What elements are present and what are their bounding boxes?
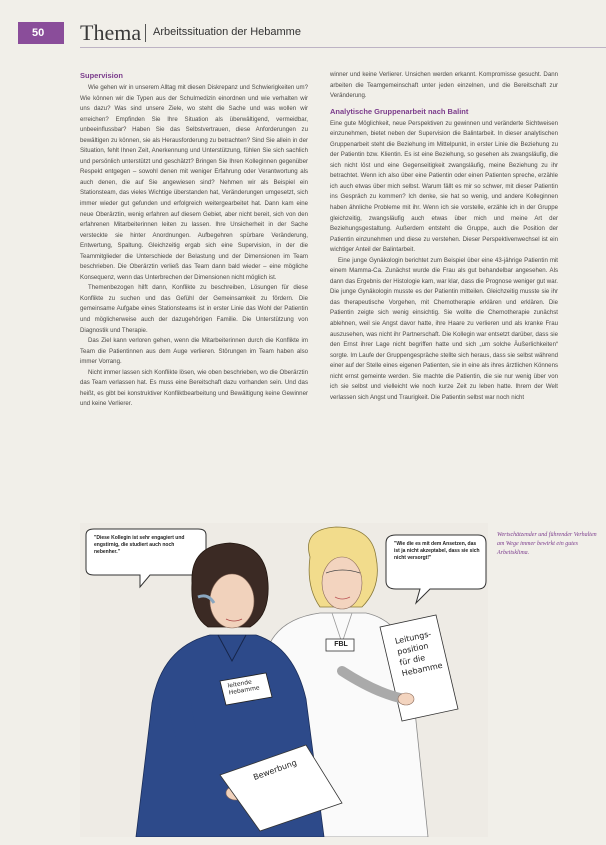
- left-paragraph: Das Ziel kann verloren gehen, wenn die Mitarbeiterinnen durch die Konflikte im Team die Patientinnen aus dem Auge verlieren. Störungen im Team haben also immer Vorrang.: [80, 337, 308, 366]
- right-paragraph: Eine junge Gynäkologin berichtet zum Beispiel über eine 43-jährige Patientin mit einem Mamma-Ca. Zunächst wurde die Frau als gut behandelbar angesehen. Als dann das Ergebnis der Histologie kam, war klar, dass die Prognose weniger gut war. Die junge Gynäkologin musste es der Patientin mitteilen. Gleichzeitig musste sie ihr das therapeutische Vorgehen, mit Chemotherapie erklären und erklären. Die Patientin zeigte sich wenig einsichtig. Sie wollte die Chemotherapie zunächst ablehnen, weil sie Angst davor hatte, ihre Haare zu verlieren und als kranke Frau auszusehen, was nicht ihr Partnerschaft. Die Kollegin war entsetzt darüber, dass sie den Ernst ihrer Lage nicht begriffen hatte und sich „um solche Äußerlichkeiten“ sorgte. Im Laufe der Gruppengespräche stellte sich heraus, dass sie selbst während einer auf der Stelle eines eigenen Patienten, sie in eine als ihres ärztlichen Könnens nicht ernst gemeinte werden. Sie machte die Patientin, die sie nur wenig über von ich sie selbst und vielleicht wie noch kurze Zeit zu leben hatte. Ihrem der Welt verlassen sich Angst und Traurigkeit. Die Patientin selbst war noch nicht: [330, 256, 558, 401]
- speech-bubble-left: "Diese Kollegin ist sehr engagiert und engstirnig, die studiert auch noch nebenher.": [94, 535, 185, 555]
- badge-leitende-hebamme: leitende Hebamme: [227, 678, 261, 697]
- right-intro-paragraph: winner und keine Verlierer. Unsichen werden erkannt. Kompromisse gesucht. Dann arbeiten die Teamgemeinschaft unter jeden einzelnen, und die Bereitschaft zur Veränderung.: [330, 71, 558, 100]
- right-paragraph: Eine gute Möglichkeit, neue Perspektiven zu gewinnen und veränderte Sichtweisen einzunehmen, bietet neben der Supervision die Balintarbeit. In dieser analytischen Gruppenarbeit steht die Beziehung im Mittelpunkt, in erster Linie die Beziehung zu der Patientin bzw. Klientin. Es ist eine Beziehung, so gesehen als zwangsläufig, die sich nicht löst und eine Gegenseitigkeit zwangsläufig, meine Beziehung zu ihr betrachtet. Wenn ich also über eine Patientin oder einen Patienten spreche, erzähle ich auch etwas über mich selbst. Warum fällt es mir so schwer, mit dieser Patientin ins Gespräch zu kommen? Ich denke, sie hat so wenig, und andere Kolleginnen haben ähnliche Probleme mit ihr. Wenn ich sie vorstelle, erzähle ich in der Gruppe gleichzeitig, zwangsläufig auch etwas über mich und meine Art der Beziehungsgestaltung. Außerdem entsteht die Gruppe, auch die Position der Patientin einzunehmen und diese zu verstehen. Dieser Perspektivenwechsel ist ein wichtiger Anteil der Balintarbeit.: [330, 119, 558, 254]
- badge-fbl: FBL: [334, 641, 348, 648]
- paper-note: Leitungs-position für die Hebamme: [394, 629, 444, 679]
- header-separator: [145, 24, 146, 42]
- left-column: [80, 70, 308, 410]
- illustration-drawing: [80, 523, 488, 837]
- balint-heading: Analytische Gruppenarbeit nach Balint: [330, 106, 469, 116]
- speech-bubble-right: "Wie die es mit dem Ansetzen, das ist ja nicht akzeptabel, dass sie sich nicht versorgt!": [394, 541, 480, 561]
- illustration-caption: Wertschätzender und führender Verhalten am Wege immer bewirkt ein gutes Arbeitsklima.: [497, 532, 597, 556]
- section-subtitle: Arbeitssituation der Hebamme: [153, 26, 301, 38]
- left-paragraph: Wie gehen wir in unserem Alltag mit diesen Diskrepanz und Schwierigkeiten um? Wie können wir die Typen aus der Schulmedizin einordnen und wie verhalten wir uns dazu? Was sind unsere Ziele, wo steht die Sache und was wollen wir erreichen? Empfinden Sie Ihre Situation als überwältigend, vermeidbar, unbeeinflussbar? Haben Sie das Selbstvertrauen, diese Anforderungen zu bewältigen zu können, sie als Herausforderung zu betrachten? Sind Sie allein in der Situation, fehlt Ihnen Zeit, Anerkennung und Unterstützung, fühlen Sie sich sachlich und persönlich unterstützt und geschätzt? Bringen Sie Ihren Kolleginnen gegenüber Respekt entgegen – sowohl denen mit weniger Erfahrung oder Verantwortung als auch denen, die auf Sie angewiesen sind? Nehmen wir als Beispiel ein Stationsteam, das vieles Wichtige überstanden hat, Veränderungen umgesetzt, sich immer wieder gut gefunden und erfolgreich weitergearbeitet hat. Dann kam eine neue Oberärztin, wenig erfahren auf diesem Gebiet, aber nicht bereit, sich von den erfahrenen Mitarbeiterinnen leiten zu lassen. Ihre Unsicherheit in der Sache versteckte sie hinter Anordnungen. Aufbegehren spürbare Veränderung, Entwertung, Spaltung. Gleichzeitig ergab sich eine Supervision, in der die Teammitglieder die Unterschiede der Belastung und der Dimensionen im Team beschrieben. Die Oberärztin verließ das Team dann bald wieder – eine mögliche Konsequenz, wenn das Unterbrechen der Dimensionen nicht möglich ist.: [80, 84, 308, 281]
- page-number: 50: [18, 22, 64, 44]
- page-header: [0, 20, 606, 46]
- left-paragraph: Themenbezogen hilft dann, Konflikte zu beschreiben, Lösungen für diese Konflikte zu suchen und das Gefühl der Gemeinsamkeit zu fördern. Die gemeinsame Aufgabe eines Stationsteams ist in erster Linie das Wohl der Patientin und möglicherweise auch der dazugehörigen Familie. Die Unterstützung von Diagnostik und Therapie.: [80, 284, 308, 334]
- header-rule: [80, 47, 606, 48]
- illustration: [80, 523, 488, 837]
- right-column: [330, 70, 558, 403]
- left-paragraph: Nicht immer lassen sich Konflikte lösen, wie oben beschrieben, wo die Oberärztin das Team verlassen hat. Es muss eine Bereitschaft dazu vorhanden sein. Und das heißt, es gibt bei konstruktiver Konfliktbearbeitung und Bewältigung keine Gewinner und keine Verlierer.: [80, 368, 308, 408]
- supervision-heading: Supervision: [80, 71, 123, 80]
- section-title: Thema: [80, 20, 142, 45]
- paper-bewerbung: Bewerbung: [252, 758, 298, 783]
